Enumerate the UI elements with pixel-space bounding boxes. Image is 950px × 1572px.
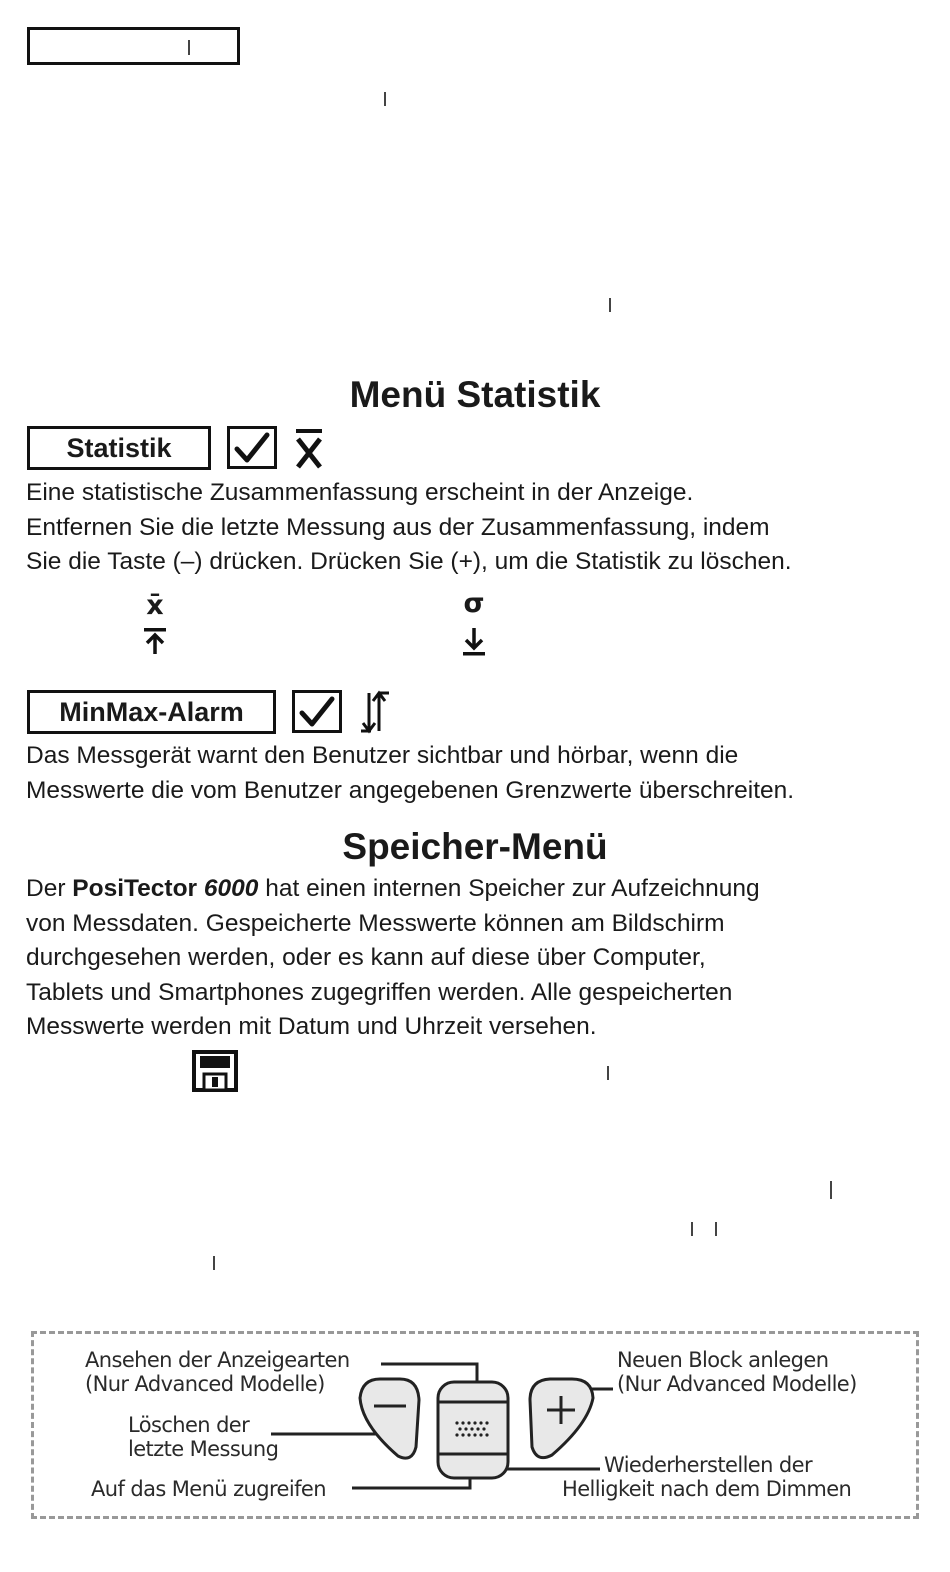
model-number: 6000 xyxy=(203,875,259,902)
scan-mark xyxy=(188,40,190,55)
new-block-caption: Neuen Block anlegen (Nur Advanced Modelle) xyxy=(617,1348,857,1396)
checkmark-icon xyxy=(292,690,342,733)
mean-symbol: x̄ xyxy=(146,590,164,621)
top-label-box xyxy=(27,27,240,65)
sigma-symbol: σ xyxy=(463,588,485,619)
plus-button-icon xyxy=(530,1379,593,1458)
minus-button-icon xyxy=(360,1379,419,1458)
statistik-label: Statistik xyxy=(27,426,211,470)
scan-mark xyxy=(830,1181,832,1199)
min-icon xyxy=(461,626,487,663)
menu-access-caption: Auf das Menü zugreifen xyxy=(91,1477,326,1501)
checkmark-icon xyxy=(227,426,277,469)
max-icon xyxy=(142,626,168,661)
scan-mark xyxy=(691,1222,693,1236)
memory-paragraph: Der PosiTector 6000 hat einen internen Speicher zur Aufzeichnung von Messdaten. Gespeicherte Messwerte können am Bildschirm durchgesehen werden, oder es kann auf diese über Computer, Tablets und Smartphones zugegriffen werden. Alle gespeicherten Messwerte werden mit Datum und Uhrzeit versehen. xyxy=(26,875,760,1040)
stats-heading: Menü Statistik xyxy=(349,374,601,415)
memory-heading: Speicher-Menü xyxy=(342,826,608,867)
scan-mark xyxy=(213,1256,215,1270)
scan-mark xyxy=(715,1222,717,1236)
button-diagram xyxy=(0,1330,950,1520)
scan-mark xyxy=(607,1066,609,1080)
scan-mark xyxy=(384,92,386,106)
minmax-paragraph: Das Messgerät warnt den Benutzer sichtbar und hörbar, wenn die Messwerte die vom Benutzer angegebenen Grenzwerte überschreiten. xyxy=(26,742,795,804)
minmax-label: MinMax-Alarm xyxy=(27,690,276,734)
minmax-arrows-icon xyxy=(360,689,392,740)
floppy-disk-icon xyxy=(192,1050,238,1097)
stats-paragraph: Eine statistische Zusammenfassung erscheint in der Anzeige. Entfernen Sie die letzte Messung aus der Zusammenfassung, indem Sie die Taste (–) drücken. Drücken Sie (+), um die Statistik zu löschen. xyxy=(26,479,792,575)
brand-name: PosiTector xyxy=(72,875,198,902)
scan-mark xyxy=(609,298,611,312)
menu-button-icon xyxy=(438,1382,508,1478)
delete-last-caption: Löschen der letzte Messung xyxy=(128,1413,279,1461)
brightness-restore-caption: Wiederherstellen der Helligkeit nach dem Dimmen xyxy=(562,1453,852,1501)
view-modes-caption: Ansehen der Anzeigearten (Nur Advanced Modelle) xyxy=(85,1348,350,1396)
x-bar-icon xyxy=(294,427,324,474)
